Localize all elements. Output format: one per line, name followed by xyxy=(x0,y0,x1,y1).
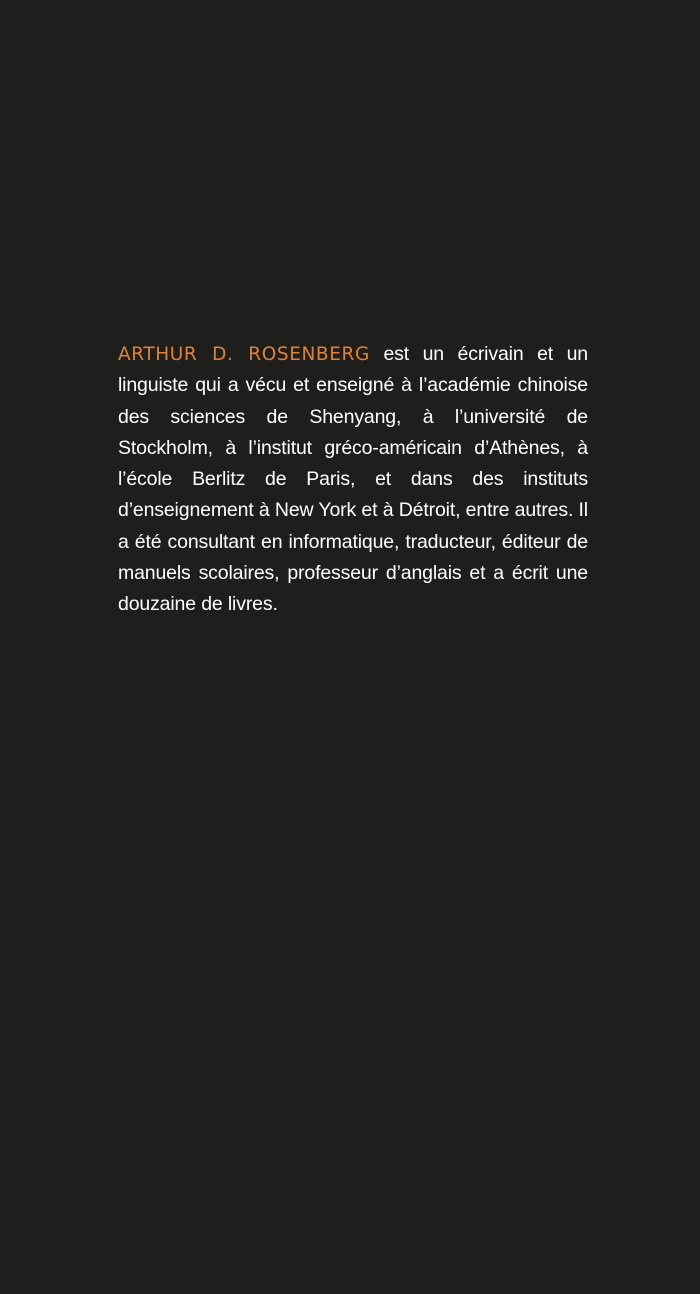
author-bio-paragraph xyxy=(118,339,588,621)
author-bio-text: est un écrivain et un linguiste qui a vécu et enseigné à l’académie chinoise des sciences de Shenyang, à l’université de Stockholm, à l’institut gréco-américain d’Athènes, à l’école Berlitz de Paris, et dans des instituts d’enseignement à New York et à Détroit, entre autres. Il a été consultant en informatique, traducteur, éditeur de manuels scolaires, professeur d’anglais et a écrit une douzaine de livres. xyxy=(118,343,588,616)
author-name: ARTHUR D. ROSENBERG xyxy=(118,344,370,365)
